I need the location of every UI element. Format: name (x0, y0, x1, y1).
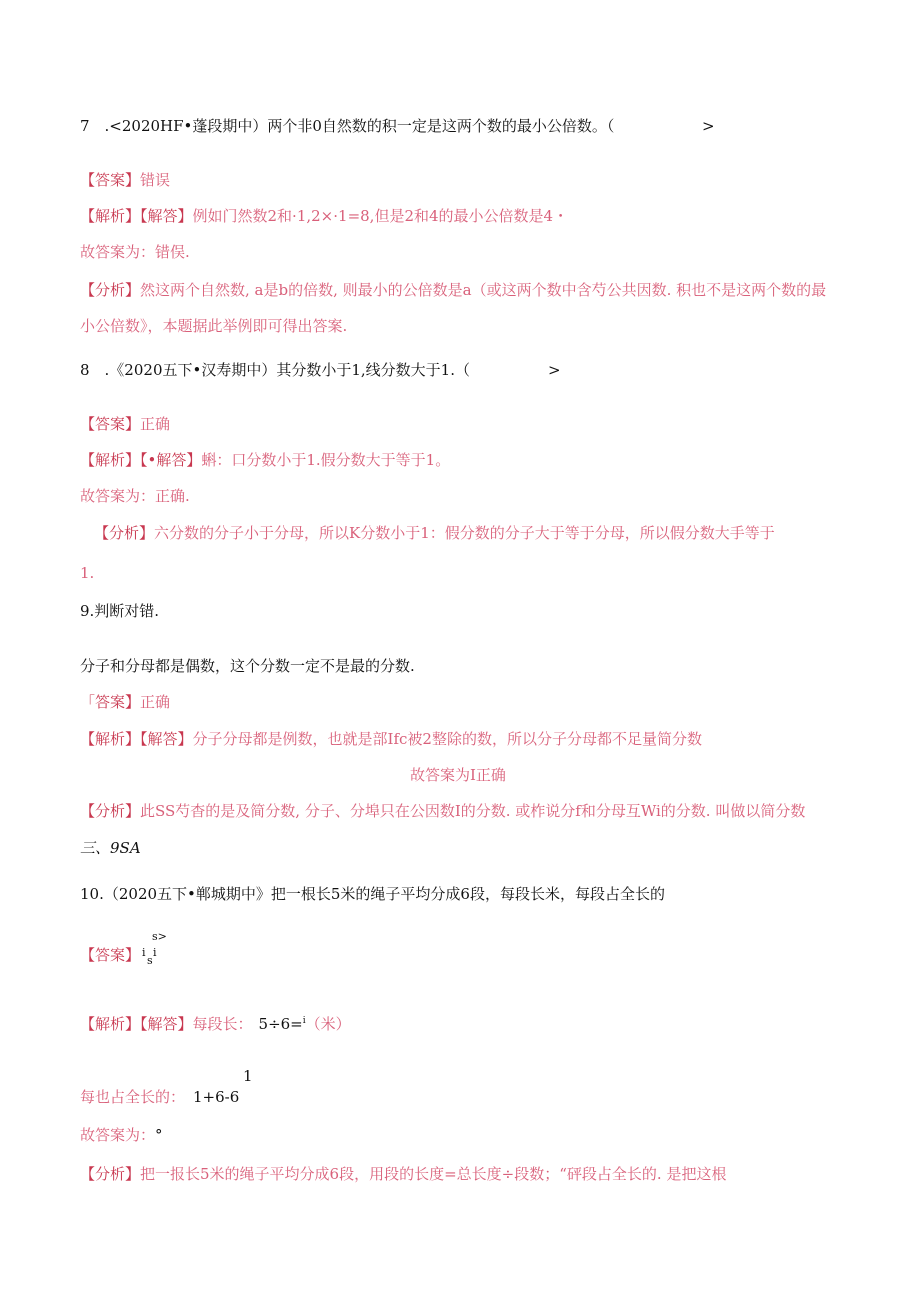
q10-answer-sub: s (147, 954, 153, 967)
q10-stem: 10.（2020五下•郸城期中》把一根长5米的绳子平均分成6段，每段长米，每段占全长的 (80, 885, 665, 903)
q8-close-bracket: > (548, 361, 561, 379)
q7-close-bracket: > (702, 117, 715, 135)
q7-answer: 【答案】错误 (80, 171, 171, 189)
q10-answer-mid: i (142, 946, 146, 959)
q7-conclusion: 故答案为：错俣. (80, 243, 190, 261)
section-heading: 三、9SA (80, 839, 141, 857)
q7-stem: 7 .<2020HF•蓬段期中）两个非0自然数的积一定是这两个数的最小公倍数。（ (80, 117, 615, 135)
q10-fenxi: 【分析】把一报长5米的绳子平均分成6段，用段的长度=总长度÷段数；“砰段占全长的. 是把这根 (80, 1165, 727, 1183)
q10-answer: 【答案】 (80, 946, 141, 964)
answer-tag: 【答案】 (80, 171, 141, 189)
q7-fenxi-cont: 小公倍数》，本题据此举例即可得出答案. (80, 317, 348, 335)
q8-conclusion: 故答案为：正确. (80, 487, 190, 505)
q9-answer: 「答案】正确 (80, 693, 171, 711)
q10-conclusion: 故答案为：° (80, 1126, 163, 1144)
q10-line2: 每也占全长的： 1+6-6 (80, 1088, 240, 1106)
q8-fenxi-cont: 1. (80, 564, 95, 582)
q8-fenxi: 【分析】六分数的分子小于分母，所以K分数小于1：假分数的分子大于等于分母，所以假分数大手等于 (94, 524, 775, 542)
q10-fraction-numerator: 1 (243, 1067, 253, 1085)
q9-jiexi: 【解析】【解答】分子分母都是例数，也就是部Ifc被2整除的数，所以分子分母都不足量简分数 (80, 730, 702, 748)
q9-stem: 分子和分母都是偶数，这个分数一定不是最的分数. (80, 657, 415, 675)
q7-jiexi: 【解析】【解答】例如门然数2和·1,2×·1=8,但是2和4的最小公倍数是4・ (80, 207, 569, 225)
q8-stem: 8 .《2020五下•汉寿期中）其分数小于1,线分数大于1.（ (80, 361, 470, 379)
q7-fenxi: 【分析】然这两个自然数, a是b的倍数, 则最小的公倍数是a（或这两个数中含芍公共因数. 积也不是这两个数的最 (80, 281, 827, 299)
q8-jiexi: 【解析】【•解答】蝌：口分数小于1.假分数大于等于1。 (80, 451, 451, 469)
q9-title: 9.判断对错. (80, 602, 160, 620)
q9-fenxi: 【分析】此SS芍杳的是及简分数, 分子、分埠只在公因数I的分数. 或柞说分f和分母互Wi的分数. 叫做以简分数 (80, 802, 806, 820)
q10-answer-top: s> (152, 930, 167, 943)
q8-answer: 【答案】正确 (80, 415, 171, 433)
q10-answer-end: i (153, 946, 157, 959)
q10-jiexi: 【解析】【解答】每段长： 5÷6=$^i$（米） (80, 1015, 351, 1033)
q9-conclusion: 故答案为I正确 (410, 766, 506, 784)
